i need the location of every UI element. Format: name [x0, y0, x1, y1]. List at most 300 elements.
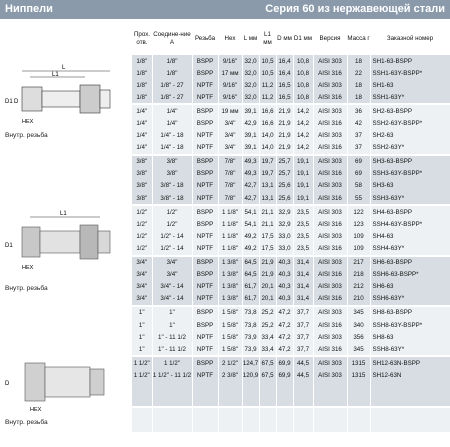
table-cell: [218, 407, 242, 420]
table-cell: 42,7: [242, 192, 259, 205]
table-cell: 3/4": [152, 256, 192, 269]
table-cell: 44,5: [293, 356, 313, 369]
table-cell: 69,9: [276, 369, 293, 381]
dim-D-label: D: [14, 99, 19, 105]
drawing-caption-2: Внутр. резьба: [5, 285, 48, 292]
table-cell: [276, 394, 293, 407]
table-cell: BSPP: [192, 155, 218, 168]
table-cell: 31,4: [293, 281, 313, 293]
table-cell: [276, 420, 293, 432]
table-cell: 32,0: [242, 79, 259, 91]
table-cell: 1 5/8": [218, 343, 242, 356]
table-cell: 19,1: [293, 168, 313, 180]
table-row: [132, 356, 450, 369]
table-cell: 3/8": [132, 168, 152, 180]
table-cell: SSH4-63Y-BSPP*: [370, 218, 450, 230]
table-cell: SH1-63: [370, 79, 450, 91]
table-cell: 1/4": [152, 104, 192, 117]
table-cell: AISI 303: [313, 356, 347, 369]
table-cell: 40,3: [276, 281, 293, 293]
table-cell: 1 1/8": [218, 230, 242, 242]
table-cell: 1 3/8": [218, 293, 242, 306]
table-cell: 21,9: [276, 104, 293, 117]
table-row: [132, 281, 450, 293]
table-cell: 1": [132, 331, 152, 343]
table-cell: [259, 381, 276, 393]
table-cell: AISI 303: [313, 205, 347, 218]
table-cell: 19,1: [293, 192, 313, 205]
table-cell: BSPP: [192, 205, 218, 218]
table-cell: 32,9: [276, 218, 293, 230]
table-cell: 21,1: [259, 205, 276, 218]
table-cell: 7/8": [218, 180, 242, 192]
table-cell: 69: [347, 155, 370, 168]
table-cell: SH8-63: [370, 331, 450, 343]
table-cell: AISI 303: [313, 79, 347, 91]
col-header: D1 мм: [293, 34, 313, 42]
table-cell: BSPP: [192, 269, 218, 281]
table-cell: 19 мм: [218, 104, 242, 117]
table-cell: 32,0: [242, 91, 259, 104]
table-cell: [313, 407, 347, 420]
table-cell: 25,7: [276, 155, 293, 168]
table-cell: 3/4": [218, 142, 242, 155]
table-cell: [293, 381, 313, 393]
table-cell: 1": [152, 319, 192, 331]
table-row: [132, 369, 450, 381]
table-cell: 19,1: [293, 180, 313, 192]
table-cell: 1/2" - 14: [152, 242, 192, 255]
table-cell: AISI 303: [313, 130, 347, 142]
page-header: [0, 0, 450, 19]
nipple-drawing-3: [0, 347, 132, 447]
table-cell: [347, 381, 370, 393]
table-cell: 1/8": [132, 55, 152, 67]
table-body: [132, 55, 450, 432]
table-cell: 39,1: [242, 104, 259, 117]
table-cell: 2 3/8": [218, 369, 242, 381]
table-cell: 16,4: [276, 55, 293, 67]
col-header: D мм: [277, 34, 292, 42]
table-cell: 9/16": [218, 79, 242, 91]
table-cell: SH1-63-BSPP: [370, 55, 450, 67]
table-cell: 21,9: [276, 130, 293, 142]
table-cell: SH3-63: [370, 180, 450, 192]
table-cell: AISI 316: [313, 67, 347, 79]
table-cell: SSH1-63Y-BSPP*: [370, 67, 450, 79]
table-cell: [293, 394, 313, 407]
table-cell: 1 5/8": [218, 306, 242, 319]
table-cell: 212: [347, 281, 370, 293]
table-cell: AISI 316: [313, 192, 347, 205]
table-cell: 22: [347, 67, 370, 79]
table-cell: 54,1: [242, 218, 259, 230]
table-cell: 31,4: [293, 256, 313, 269]
table-cell: 31,4: [293, 269, 313, 281]
drawings-column: [0, 57, 132, 444]
table-cell: [370, 407, 450, 420]
table-cell: [132, 394, 152, 407]
table-cell: 3/4" - 14: [152, 293, 192, 306]
table-cell: 1/8": [132, 79, 152, 91]
table-cell: [192, 407, 218, 420]
table-cell: [259, 407, 276, 420]
table-cell: 49,2: [242, 242, 259, 255]
table-cell: 1 3/8": [218, 256, 242, 269]
table-cell: 10,8: [293, 55, 313, 67]
table-row: [132, 91, 450, 104]
table-cell: 1/4": [132, 104, 152, 117]
table-cell: 1 1/2": [132, 369, 152, 381]
table-cell: NPTF: [192, 130, 218, 142]
table-cell: 17 мм: [218, 67, 242, 79]
table-cell: BSPP: [192, 319, 218, 331]
table-cell: NPTF: [192, 369, 218, 381]
table-cell: 58: [347, 180, 370, 192]
table-cell: NPTF: [192, 192, 218, 205]
table-cell: AISI 316: [313, 117, 347, 129]
table-row: [132, 192, 450, 205]
table-cell: [192, 394, 218, 407]
table-cell: 25,6: [276, 192, 293, 205]
table-cell: 1": [152, 306, 192, 319]
table-cell: [192, 381, 218, 393]
table-cell: 67,5: [259, 356, 276, 369]
table-cell: 19,7: [259, 168, 276, 180]
table-cell: 1/2": [132, 242, 152, 255]
table-cell: 25,7: [276, 168, 293, 180]
col-header: Резьба: [194, 34, 216, 42]
table-cell: [293, 420, 313, 432]
table-cell: 14,2: [293, 117, 313, 129]
table-row: [132, 420, 450, 432]
table-cell: 340: [347, 319, 370, 331]
table-cell: 42: [347, 117, 370, 129]
table-cell: 1/2": [152, 205, 192, 218]
table-row: [132, 180, 450, 192]
table-cell: AISI 316: [313, 319, 347, 331]
table-cell: 10,5: [259, 67, 276, 79]
table-cell: 3/4": [132, 269, 152, 281]
table-cell: SH4-63-BSPP: [370, 205, 450, 218]
table-cell: 1/4": [152, 117, 192, 129]
table-cell: 40,3: [276, 269, 293, 281]
table-cell: 32,9: [276, 205, 293, 218]
table-cell: NPTF: [192, 142, 218, 155]
table-cell: 49,2: [242, 230, 259, 242]
table-cell: SH12-63N: [370, 369, 450, 381]
table-row: [132, 142, 450, 155]
table-cell: [293, 407, 313, 420]
table-row: [132, 343, 450, 356]
table-cell: 1/2" - 14: [152, 230, 192, 242]
table-cell: 73,8: [242, 306, 259, 319]
table-cell: 1 1/8": [218, 242, 242, 255]
table-cell: 1 1/2": [132, 356, 152, 369]
table-cell: 210: [347, 293, 370, 306]
table-cell: 42,7: [242, 180, 259, 192]
table-cell: 3/8": [152, 155, 192, 168]
table-cell: NPTF: [192, 230, 218, 242]
table-cell: SH12-63N-BSPP: [370, 356, 450, 369]
table-cell: 44,5: [293, 369, 313, 381]
col-header: L мм: [243, 34, 258, 42]
dim-D-label-3: D: [5, 381, 10, 387]
table-cell: [132, 407, 152, 420]
table-cell: 17,5: [259, 230, 276, 242]
table-cell: 3/8" - 18: [152, 192, 192, 205]
table-cell: 1/4" - 18: [152, 130, 192, 142]
table-cell: 37,7: [293, 306, 313, 319]
table-cell: [276, 407, 293, 420]
table-cell: [242, 420, 259, 432]
table-row: [132, 117, 450, 129]
table-row: [132, 79, 450, 91]
table-cell: AISI 303: [313, 256, 347, 269]
table-row: [132, 67, 450, 79]
table-cell: 20,1: [259, 281, 276, 293]
table-cell: AISI 303: [313, 281, 347, 293]
table-cell: BSPP: [192, 256, 218, 269]
table-cell: 1/2": [132, 205, 152, 218]
dim-hex-label: HEX: [22, 119, 34, 125]
table-cell: NPTF: [192, 331, 218, 343]
table-cell: [132, 381, 152, 393]
table-cell: [218, 420, 242, 432]
table-cell: SH8-63-BSPP: [370, 306, 450, 319]
table-cell: SSH8-63Y-BSPP*: [370, 319, 450, 331]
table-cell: 1/8": [132, 67, 152, 79]
table-cell: 33,4: [259, 343, 276, 356]
table-cell: 1 1/2" - 11 1/2: [152, 369, 192, 381]
table-cell: 1" - 11 1/2: [152, 343, 192, 356]
table-cell: 25,2: [259, 319, 276, 331]
table-cell: NPTF: [192, 91, 218, 104]
table-cell: AISI 303: [313, 230, 347, 242]
table-cell: 37,7: [293, 331, 313, 343]
table-cell: 14,0: [259, 130, 276, 142]
table-cell: 2 1/2": [218, 356, 242, 369]
table-cell: 3/4": [218, 117, 242, 129]
nipple-drawing-2: [0, 207, 132, 327]
table-cell: [347, 394, 370, 407]
table-cell: 3/8": [152, 168, 192, 180]
table-header-row: [132, 22, 450, 55]
table-cell: SH2-63: [370, 130, 450, 142]
table-cell: AISI 316: [313, 218, 347, 230]
table-cell: 1 5/8": [218, 331, 242, 343]
col-header: Hex: [224, 34, 236, 42]
table-cell: 21,1: [259, 218, 276, 230]
table-cell: [242, 407, 259, 420]
table-cell: 1": [132, 306, 152, 319]
table-cell: 1/8" - 27: [152, 79, 192, 91]
table-cell: 39,1: [242, 130, 259, 142]
table-cell: 33,0: [276, 230, 293, 242]
table-cell: 14,2: [293, 130, 313, 142]
table-cell: 3/4": [218, 130, 242, 142]
table-cell: BSPP: [192, 356, 218, 369]
table-cell: 23,5: [293, 218, 313, 230]
table-cell: 3/8": [132, 155, 152, 168]
table-cell: 23,5: [293, 205, 313, 218]
table-cell: AISI 303: [313, 331, 347, 343]
table-cell: NPTF: [192, 79, 218, 91]
table-cell: 16,5: [276, 79, 293, 91]
table-cell: [152, 407, 192, 420]
table-cell: AISI 303: [313, 180, 347, 192]
table-cell: 61,7: [242, 293, 259, 306]
table-cell: 33,0: [276, 242, 293, 255]
table-cell: 47,2: [276, 306, 293, 319]
table-cell: SH2-63-BSPP: [370, 104, 450, 117]
table-cell: 1/8": [152, 55, 192, 67]
table-cell: 54,1: [242, 205, 259, 218]
table-cell: 1/2": [132, 218, 152, 230]
table-row: [132, 104, 450, 117]
table-cell: [242, 381, 259, 393]
table-cell: 109: [347, 242, 370, 255]
table-cell: [152, 394, 192, 407]
table-row: [132, 269, 450, 281]
table-cell: 1": [132, 343, 152, 356]
table-cell: [192, 420, 218, 432]
table-row: [132, 306, 450, 319]
table-row: [132, 230, 450, 242]
nipple-photo-icon: [0, 207, 132, 277]
table-cell: AISI 303: [313, 104, 347, 117]
table-cell: AISI 316: [313, 343, 347, 356]
table-cell: AISI 316: [313, 168, 347, 180]
col-header: L1 мм: [263, 30, 272, 46]
table-cell: 3/4": [132, 256, 152, 269]
table-cell: [132, 420, 152, 432]
table-cell: BSPP: [192, 218, 218, 230]
table-cell: [242, 394, 259, 407]
table-cell: SSH3-63Y-BSPP*: [370, 168, 450, 180]
table-row: [132, 407, 450, 420]
table-cell: 61,7: [242, 281, 259, 293]
table-cell: 37: [347, 130, 370, 142]
table-cell: 1315: [347, 356, 370, 369]
table-row: [132, 130, 450, 142]
table-cell: 124,7: [242, 356, 259, 369]
table-cell: BSPP: [192, 168, 218, 180]
table-cell: SSH8-63Y*: [370, 343, 450, 356]
col-header: Соедине-ние A: [153, 30, 191, 46]
table-cell: [218, 381, 242, 393]
table-cell: 47,2: [276, 343, 293, 356]
table-cell: 64,5: [242, 269, 259, 281]
table-cell: 55: [347, 192, 370, 205]
table-cell: 18: [347, 79, 370, 91]
table-cell: 18: [347, 91, 370, 104]
table-row: [132, 331, 450, 343]
table-cell: 40,3: [276, 256, 293, 269]
table-cell: 1 1/8": [218, 218, 242, 230]
table-cell: 1 3/8": [218, 269, 242, 281]
table-cell: SSH6-63-BSPP*: [370, 269, 450, 281]
table-cell: 47,2: [276, 331, 293, 343]
table-cell: 23,5: [293, 230, 313, 242]
nipple-drawing-1: [0, 57, 132, 177]
table-cell: 73,9: [242, 343, 259, 356]
table-cell: AISI 316: [313, 142, 347, 155]
table-cell: 20,1: [259, 293, 276, 306]
table-cell: SH6-63: [370, 281, 450, 293]
table-cell: 73,8: [242, 319, 259, 331]
table-cell: 1/8" - 27: [152, 91, 192, 104]
table-cell: SSH2-63Y*: [370, 142, 450, 155]
nipple-technical-drawing-icon: [0, 57, 132, 137]
table-cell: AISI 303: [313, 155, 347, 168]
table-cell: [347, 420, 370, 432]
table-cell: 42,9: [242, 117, 259, 129]
drawing-caption-1: Внутр. резьба: [5, 132, 48, 139]
table-cell: 13,1: [259, 180, 276, 192]
table-cell: 3/8": [132, 180, 152, 192]
table-cell: [347, 407, 370, 420]
table-cell: 14,2: [293, 142, 313, 155]
table-cell: 39,1: [242, 142, 259, 155]
table-cell: 3/4": [132, 293, 152, 306]
table-cell: 64,5: [242, 256, 259, 269]
table-cell: 356: [347, 331, 370, 343]
dim-L1-label: L1: [52, 72, 59, 78]
table-cell: 9/16": [218, 91, 242, 104]
table-cell: AISI 316: [313, 91, 347, 104]
table-cell: 7/8": [218, 155, 242, 168]
table-cell: 73,9: [242, 331, 259, 343]
table-cell: 40,3: [276, 293, 293, 306]
table-cell: 19,7: [259, 155, 276, 168]
table-cell: 217: [347, 256, 370, 269]
table-cell: AISI 303: [313, 369, 347, 381]
table-cell: 32,0: [242, 67, 259, 79]
dim-D1-label-2: D1: [5, 243, 13, 249]
col-header: Версия: [319, 34, 341, 42]
table-cell: 67,5: [259, 369, 276, 381]
table-cell: 7/8": [218, 168, 242, 180]
table-cell: [370, 381, 450, 393]
table-cell: 69: [347, 168, 370, 180]
table-cell: 36: [347, 104, 370, 117]
table-row: [132, 55, 450, 67]
table-cell: 1 3/8": [218, 281, 242, 293]
series-title: Серия 60 из нержавеющей стали: [265, 3, 445, 15]
table-cell: 345: [347, 306, 370, 319]
table-cell: [313, 420, 347, 432]
table-cell: SSH2-63Y-BSPP*: [370, 117, 450, 129]
nipple-large-drawing-icon: [0, 347, 132, 417]
table-cell: 13,1: [259, 192, 276, 205]
table-cell: 21,9: [259, 256, 276, 269]
drawing-caption-3: Внутр. резьба: [5, 419, 48, 426]
table-cell: 47,2: [276, 319, 293, 331]
table-cell: 1/8": [152, 67, 192, 79]
table-cell: NPTF: [192, 180, 218, 192]
col-header: Заказной номер: [386, 34, 434, 42]
table-cell: [313, 381, 347, 393]
table-row: [132, 256, 450, 269]
dim-hex-label-3: HEX: [30, 407, 42, 413]
table-cell: [370, 394, 450, 407]
table-cell: 9/16": [218, 55, 242, 67]
table-cell: 49,3: [242, 155, 259, 168]
table-cell: 1/4": [132, 130, 152, 142]
table-cell: 109: [347, 230, 370, 242]
table-cell: NPTF: [192, 343, 218, 356]
